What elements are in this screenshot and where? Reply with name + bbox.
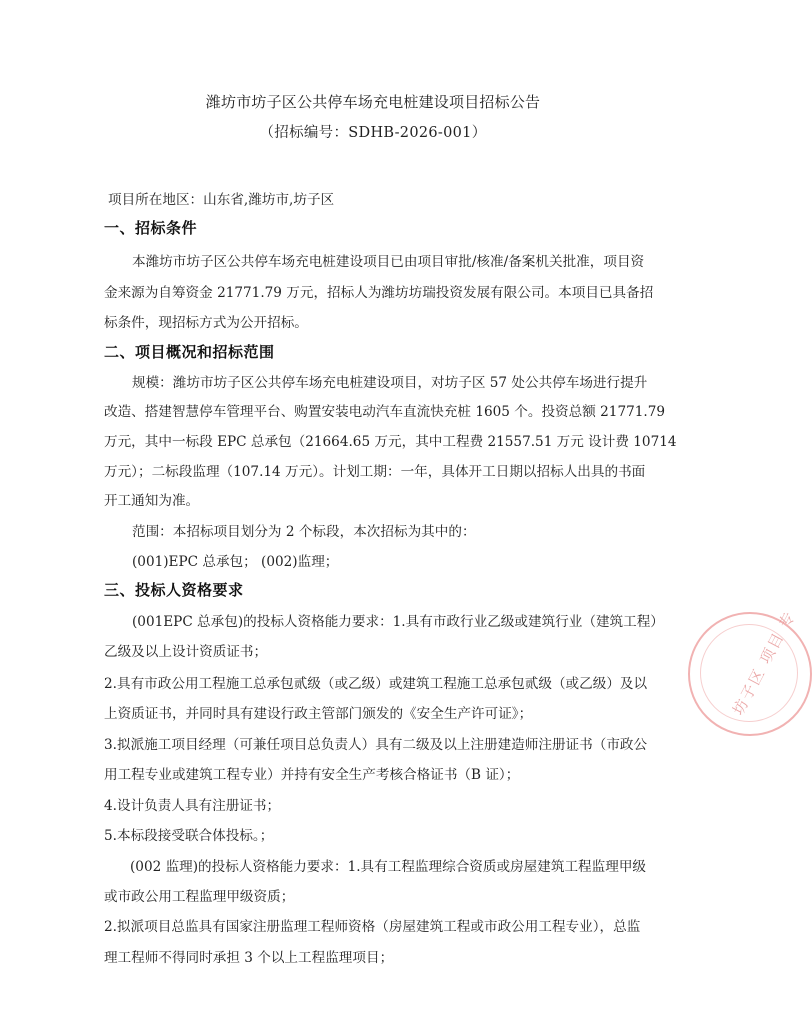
qualification-line-3: 2.具有市政公用工程施工总承包贰级（或乙级）或建筑工程施工总承包贰级（或乙级）及以 — [104, 676, 648, 692]
section1-line-3: 标条件，现招标方式为公开招标。 — [104, 315, 308, 331]
qualification-line-1: (001EPC 总承包)的投标人资格能力要求：1.具有市政行业乙级或建筑行业（建筑工程） — [132, 614, 664, 630]
scale-line-5: 开工通知为准。 — [104, 493, 200, 509]
qualification-line-4: 上资质证书，并同时具有建设行政主管部门颁发的《安全生产许可证》； — [104, 706, 533, 722]
section-heading-tender-conditions: 一、招标条件 — [104, 219, 198, 237]
qualification-line-2: 乙级及以上设计资质证书； — [104, 644, 268, 660]
tender-code: （招标编号：SDHB-2026-001） — [259, 125, 487, 141]
scale-line-3: 万元，其中一标段 EPC 总承包（21664.65 万元，其中工程费 21557.51 万元 设计费 10714 — [104, 434, 677, 450]
qualification-line-9: (002 监理)的投标人资格能力要求：1.具有工程监理综合资质或房屋建筑工程监理甲级 — [130, 859, 647, 875]
qualification-line-12: 理工程师不得同时承担 3 个以上工程监理项目； — [104, 950, 394, 966]
section-heading-project-overview: 二、项目概况和招标范围 — [104, 343, 275, 361]
official-seal — [688, 607, 812, 736]
qualification-line-6: 用工程专业或建筑工程专业）并持有安全生产考核合格证书（B 证）； — [104, 767, 520, 783]
scale-line-4: 万元）；二标段监理（107.14 万元）。计划工期：一年，具体开工日期以招标人出具的书面 — [104, 464, 646, 480]
lots-line: (001)EPC 总承包； (002)监理； — [132, 554, 339, 570]
section1-line-1: 本潍坊市坊子区公共停车场充电桩建设项目已由项目审批/核准/备案机关批准，项目资 — [132, 254, 645, 270]
scale-line-1: 规模：潍坊市坊子区公共停车场充电桩建设项目，对坊子区 57 处公共停车场进行提升 — [132, 375, 648, 391]
qualification-line-7: 4.设计负责人具有注册证书； — [104, 798, 281, 814]
section-heading-bidder-qualifications: 三、投标人资格要求 — [104, 581, 244, 599]
qualification-line-11: 2.拟派项目总监具有国家注册监理工程师资格（房屋建筑工程或市政公用工程专业），总监 — [104, 919, 641, 935]
qualification-line-5: 3.拟派施工项目经理（可兼任项目总负责人）具有二级及以上注册建造师注册证书（市政公 — [104, 737, 648, 753]
section1-line-2: 金来源为自筹资金 21771.79 万元，招标人为潍坊坊瑞投资发展有限公司。本项目已具备招 — [104, 285, 654, 301]
qualification-line-10: 或市政公用工程监理甲级资质； — [104, 889, 295, 905]
project-region: 项目所在地区：山东省,潍坊市,坊子区 — [108, 192, 335, 208]
document-title: 潍坊市坊子区公共停车场充电桩建设项目招标公告 — [205, 93, 541, 111]
seal-text: 坊子区 项目 专 — [729, 607, 800, 718]
range-line: 范围：本招标项目划分为 2 个标段，本次招标为其中的： — [132, 524, 476, 540]
scale-line-2: 改造、搭建智慧停车管理平台、购置安装电动汽车直流快充桩 1605 个。投资总额 21771.79 — [104, 404, 666, 420]
qualification-line-8: 5.本标段接受联合体投标。； — [104, 828, 274, 844]
